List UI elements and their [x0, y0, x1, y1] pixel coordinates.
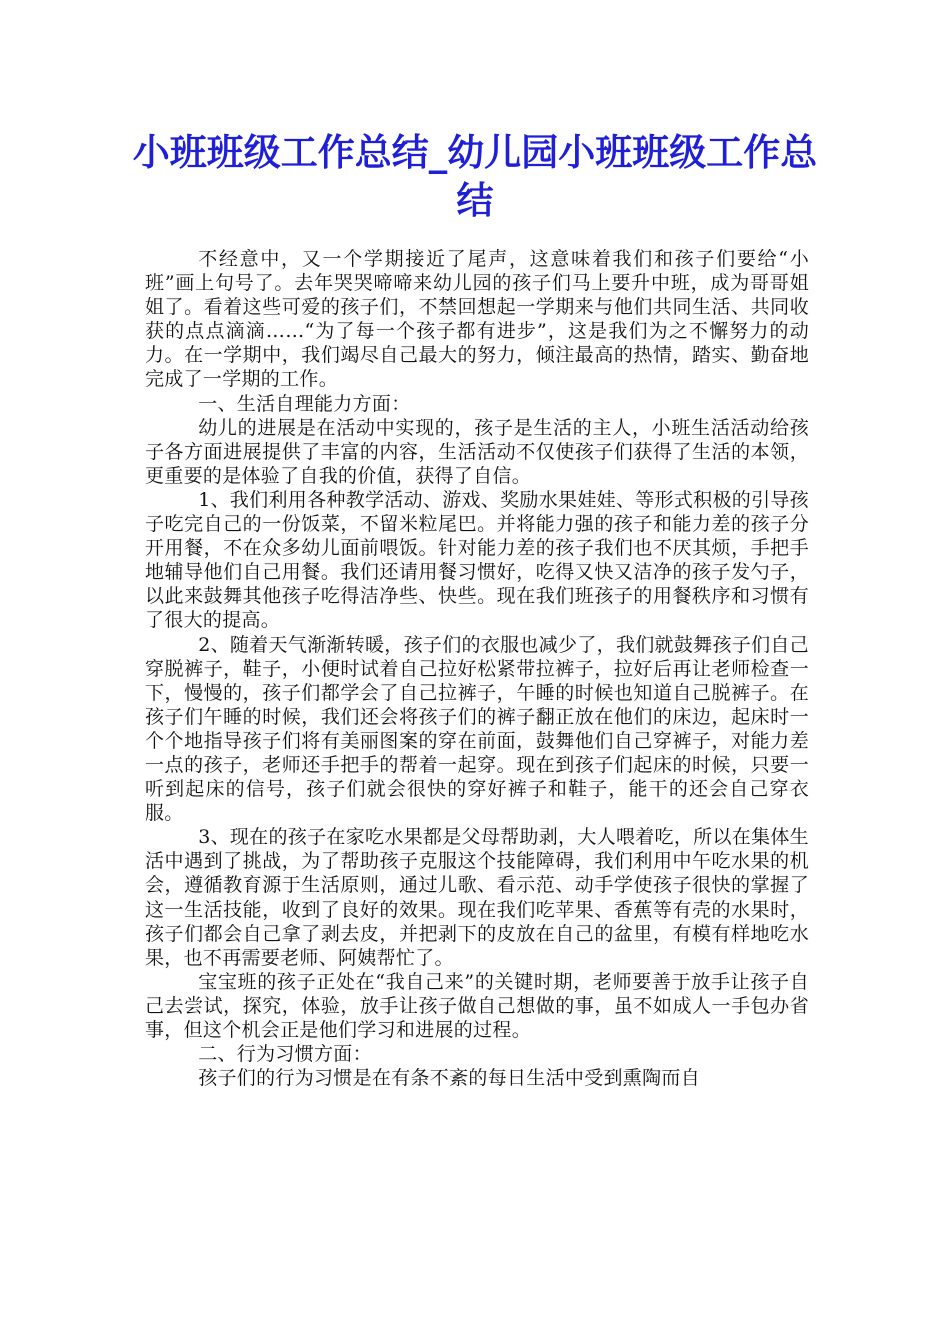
- paragraph-item-2: 2、随着天气渐渐转暖，孩子们的衣服也减少了，我们就鼓舞孩子们自己穿脱裤子，鞋子，小便时试着自己拉好松紧带拉裤子，拉好后再让老师检查一下，慢慢的，孩子们都学会了自己拉裤子，午睡的时候也知道自己脱裤子。在孩子们午睡的时候，我们还会将孩子们的裤子翻正放在他们的床边，起床时一个个地指导孩子们将有美丽图案的穿在前面，鼓舞他们自己穿裤子，对能力差一点的孩子，老师还手把手的帮着一起穿。现在到孩子们起床的时候，只要一听到起床的信号，孩子们就会很快的穿好裤子和鞋子，能干的还会自己穿衣服。: [145, 633, 809, 825]
- paragraph-self-care-summary: 宝宝班的孩子正处在“我自己来”的关键时期，老师要善于放手让孩子自己去尝试，探究，体验，放手让孩子做自己想做的事，虽不如成人一手包办省事，但这个机会正是他们学习和进展的过程。: [145, 970, 809, 1041]
- document-title: 小班班级工作总结_幼儿园小班班级工作总结: [132, 130, 818, 222]
- paragraph-item-3: 3、现在的孩子在家吃水果都是父母帮助剥，大人喂着吃，所以在集体生活中遇到了挑战，为了帮助孩子克服这个技能障碍，我们利用中午吃水果的机会，遵循教育源于生活原则，通过儿歌、看示范、动手学使孩子很快的掌握了这一生活技能，收到了良好的效果。现在我们吃苹果、香蕉等有壳的水果时，孩子们都会自己拿了剥去皮，并把剥下的皮放在自己的盆里，有模有样地吃水果，也不再需要老师、阿姨帮忙了。: [145, 826, 809, 969]
- section-heading-self-care: 一、生活自理能力方面：: [198, 392, 411, 415]
- section-heading-behavior: 二、行为习惯方面：: [198, 1043, 372, 1066]
- paragraph-item-1: 1、我们利用各种教学活动、游戏、奖励水果娃娃、等形式积极的引导孩子吃完自己的一份饭菜，不留米粒尾巴。并将能力强的孩子和能力差的孩子分开用餐，不在众多幼儿面前喂饭。针对能力差的孩子我们也不厌其烦，手把手地辅导他们自己用餐。我们还请用餐习惯好，吃得又快又洁净的孩子发勺子，以此来鼓舞其他孩子吃得洁净些、快些。现在我们班孩子的用餐秩序和习惯有了很大的提高。: [145, 488, 809, 632]
- document-body: [145, 247, 809, 1090]
- paragraph-self-care-intro: 幼儿的进展是在活动中实现的，孩子是生活的主人，小班生活活动给孩子各方面进展提供了丰富的内容，生活活动不仅使孩子们获得了生活的本领，更重要的是体验了自我的价值，获得了自信。: [145, 416, 809, 487]
- paragraph-behavior-intro: 孩子们的行为习惯是在有条不紊的每日生活中受到熏陶而自: [198, 1067, 700, 1090]
- paragraph-intro: 不经意中，又一个学期接近了尾声，这意味着我们和孩子们要给“小班”画上句号了。去年哭哭啼啼来幼儿园的孩子们马上要升中班，成为哥哥姐姐了。看着这些可爱的孩子们，不禁回想起一学期来与他们共同生活、共同收获的点点滴滴……“为了每一个孩子都有进步”，这是我们为之不懈努力的动力。在一学期中，我们竭尽自己最大的努力，倾注最高的热情，踏实、勤奋地完成了一学期的工作。: [145, 248, 809, 391]
